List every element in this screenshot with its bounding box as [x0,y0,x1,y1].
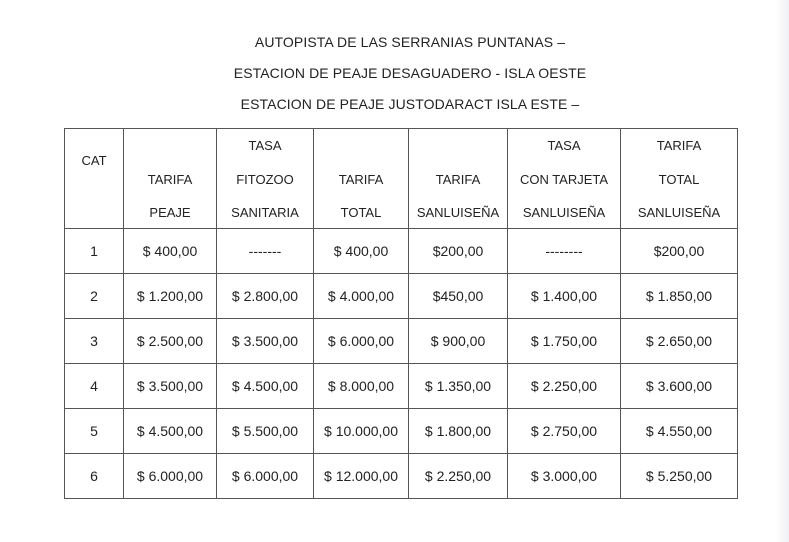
header-label: SANLUISEÑA [416,205,500,220]
rate-cell: $ 2.650,00 [621,319,738,364]
header-tarifa-total-sanluisena [621,129,738,229]
category-cell: 2 [65,274,124,319]
rate-cell: $ 3.000,00 [508,454,621,499]
header-label: TOTAL [340,205,382,220]
header-label: CON TARJETA [519,172,609,187]
rate-cell: $ 2.750,00 [508,409,621,454]
header-label: TARIFA [435,172,481,187]
rate-cell: $ 5.500,00 [217,409,314,454]
table-row [65,229,738,274]
category-cell: 1 [65,229,124,274]
rate-cell: $ 900,00 [409,319,508,364]
header-label: FITOZOO [236,172,294,187]
rate-cell: $ 3.500,00 [124,364,217,409]
header-label: SANLUISEÑA [522,205,606,220]
category-cell: 4 [65,364,124,409]
rate-cell: $200,00 [621,229,738,274]
header-label: TASA [248,138,282,153]
header-label: TARIFA [338,172,384,187]
header-tarifa-sanluisena [409,129,508,229]
rate-cell: $ 3.500,00 [217,319,314,364]
category-cell: 6 [65,454,124,499]
rate-cell: $ 400,00 [124,229,217,274]
rate-cell: $ 2.250,00 [508,364,621,409]
category-cell: 3 [65,319,124,364]
rate-cell: $ 1.800,00 [409,409,508,454]
subtitle-desaguadero: ESTACION DE PEAJE DESAGUADERO - ISLA OESTE [233,65,587,81]
rate-cell: $ 1.400,00 [508,274,621,319]
rate-cell: $ 6.000,00 [124,454,217,499]
rate-cell: $ 2.800,00 [217,274,314,319]
table-row [65,319,738,364]
scan-edge-shadow [775,0,789,542]
rate-cell: $ 400,00 [314,229,409,274]
rate-cell: $ 2.500,00 [124,319,217,364]
header-tasa-fitozoosanitaria [217,129,314,229]
header-label: SANITARIA [231,205,299,220]
table-row [65,409,738,454]
rate-cell: $ 4.500,00 [124,409,217,454]
subtitle-justodaract: ESTACION DE PEAJE JUSTODARACT ISLA ESTE – [240,96,580,112]
header-label: TASA [547,138,581,153]
rate-cell: $ 12.000,00 [314,454,409,499]
rate-cell: $ 1.750,00 [508,319,621,364]
rate-cell: $200,00 [409,229,508,274]
header-tasa-tarjeta-sanluisena [508,129,621,229]
rate-cell: $ 1.200,00 [124,274,217,319]
rate-cell: $ 1.350,00 [409,364,508,409]
header-label: TARIFA [147,172,193,187]
rate-cell: $ 10.000,00 [314,409,409,454]
table-row [65,274,738,319]
rate-cell: $ 6.000,00 [217,454,314,499]
header-label: CAT [81,153,107,168]
table-row [65,454,738,499]
toll-rates-table [64,128,738,499]
header-label: TOTAL [658,172,700,187]
rate-cell: ------- [217,229,314,274]
rate-cell: $ 4.500,00 [217,364,314,409]
rate-cell: $ 2.250,00 [409,454,508,499]
rate-cell: $450,00 [409,274,508,319]
rate-cell: $ 4.550,00 [621,409,738,454]
rate-cell: $ 5.250,00 [621,454,738,499]
rate-cell: $ 4.000,00 [314,274,409,319]
header-label: TARIFA [656,138,702,153]
header-cat [65,129,124,229]
header-label: SANLUISEÑA [637,205,721,220]
header-tarifa-peaje [124,129,217,229]
rate-cell: $ 8.000,00 [314,364,409,409]
header-row [65,129,738,229]
rate-cell: $ 1.850,00 [621,274,738,319]
rate-cell: $ 3.600,00 [621,364,738,409]
document-title: AUTOPISTA DE LAS SERRANIAS PUNTANAS – [254,34,566,50]
header-tarifa-total [314,129,409,229]
table-row [65,364,738,409]
rate-cell: -------- [508,229,621,274]
rate-cell: $ 6.000,00 [314,319,409,364]
header-label: PEAJE [149,205,191,220]
category-cell: 5 [65,409,124,454]
